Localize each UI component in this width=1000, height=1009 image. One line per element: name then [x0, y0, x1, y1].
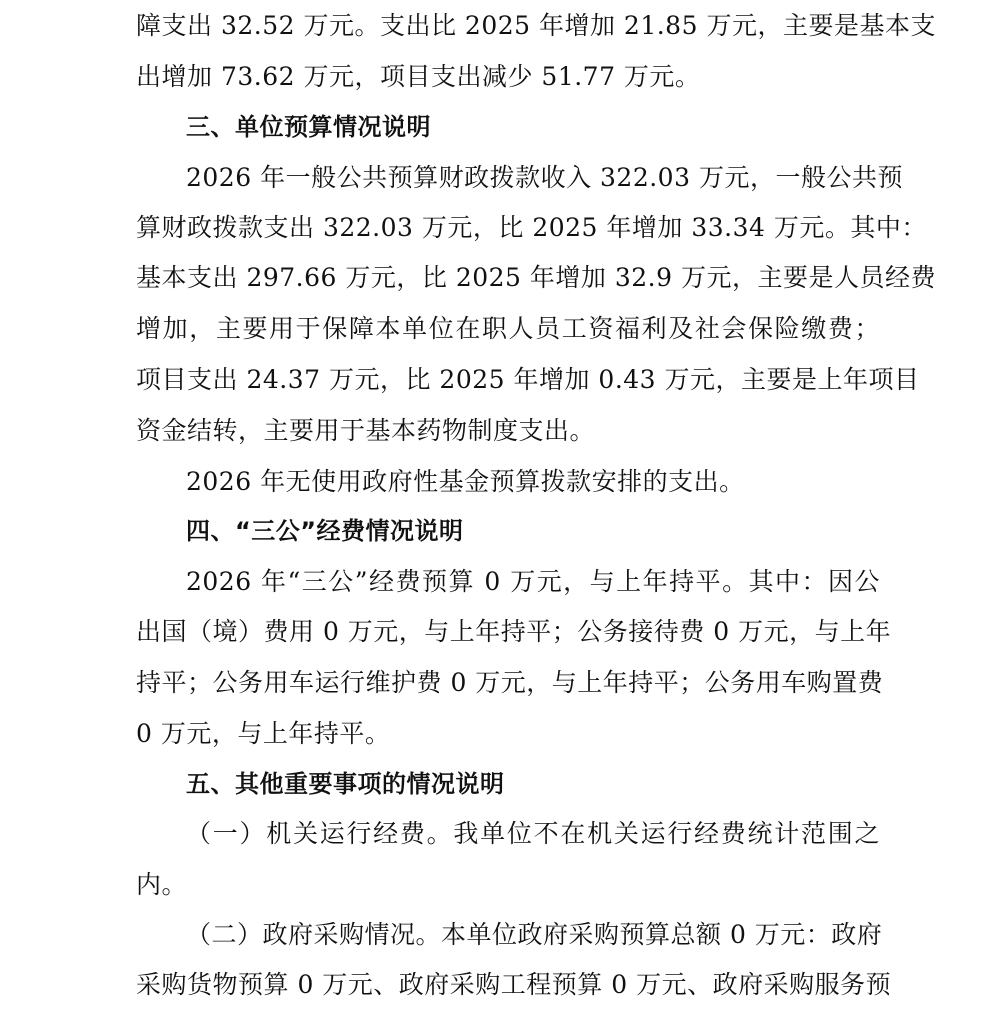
paragraph-line: 基本支出 297.66 万元，比 2025 年增加 32.9 万元，主要是人员经费 [136, 263, 936, 292]
section-heading-unit-budget: 三、单位预算情况说明 [186, 113, 431, 141]
paragraph-line: 持平；公务用车运行维护费 0 万元，与上年持平；公务用车购置费 [136, 668, 884, 697]
paragraph-line: 增加，主要用于保障本单位在职人员工资福利及社会保险缴费； [136, 314, 880, 343]
paragraph-line: 项目支出 24.37 万元，比 2025 年增加 0.43 万元，主要是上年项目 [136, 365, 920, 394]
paragraph-line: （二）政府采购情况。本单位政府采购预算总额 0 万元：政府 [186, 920, 883, 949]
paragraph-line: 2026 年“三公”经费预算 0 万元，与上年持平。其中：因公 [186, 567, 880, 596]
paragraph-line: 出国（境）费用 0 万元，与上年持平；公务接待费 0 万元，与上年 [136, 617, 892, 646]
paragraph-line: 2026 年一般公共预算财政拨款收入 322.03 万元，一般公共预 [186, 163, 903, 192]
paragraph-line: 资金结转，主要用于基本药物制度支出。 [136, 416, 596, 445]
paragraph-line: 0 万元，与上年持平。 [136, 719, 391, 748]
paragraph-line: 2026 年无使用政府性基金预算拨款安排的支出。 [186, 467, 745, 496]
paragraph-line: 障支出 32.52 万元。支出比 2025 年增加 21.85 万元，主要是基本支 [136, 11, 936, 40]
paragraph-line: 算财政拨款支出 322.03 万元，比 2025 年增加 33.34 万元。其中： [136, 213, 927, 242]
paragraph-line: 采购货物预算 0 万元、政府采购工程预算 0 万元、政府采购服务预 [136, 970, 892, 999]
paragraph-line: 出增加 73.62 万元，项目支出减少 51.77 万元。 [136, 62, 701, 91]
section-heading-other-matters: 五、其他重要事项的情况说明 [186, 770, 505, 798]
paragraph-line: （一）机关运行经费。我单位不在机关运行经费统计范围之 [186, 819, 880, 848]
section-heading-three-public-expenses: 四、“三公”经费情况说明 [186, 517, 464, 545]
paragraph-line: 内。 [136, 870, 188, 899]
